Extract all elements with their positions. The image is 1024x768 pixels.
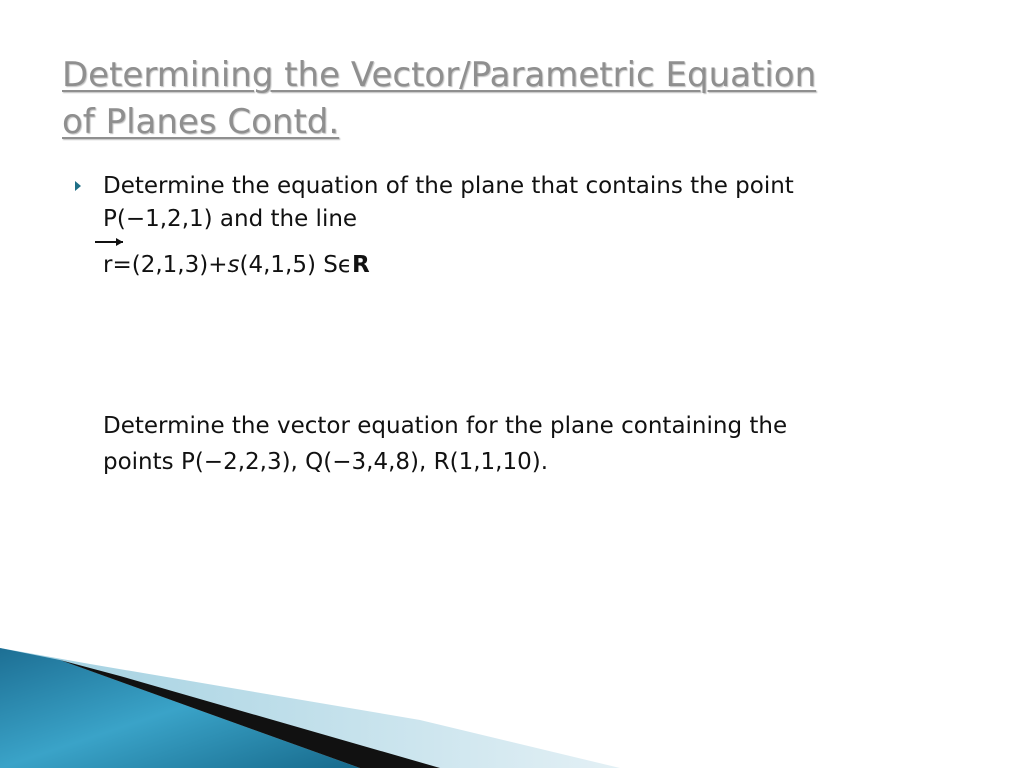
title-line-1: Determining the Vector/Parametric Equation (62, 55, 817, 95)
light-blue-band (0, 648, 620, 768)
bullet-arrow-icon (75, 181, 81, 191)
equation-part-2: (4,1,5) Sϵ (239, 252, 352, 278)
bullet-1-line-2: P(−1,2,1) and the line (103, 206, 358, 232)
equation-part-1: =(2,1,3)+ (112, 252, 228, 278)
vector-r-letter: r (103, 252, 113, 278)
blue-band (0, 648, 360, 768)
question-2-line-2: points P(−2,2,3), Q(−3,4,8), R(1,1,10). (103, 449, 549, 475)
bullet-1-line-1: Determine the equation of the plane that contains the point (103, 173, 794, 199)
line-equation (103, 250, 370, 280)
equation-real-set: R (352, 252, 370, 278)
equation-parameter-s: s (227, 252, 240, 278)
vector-arrow-icon (95, 241, 123, 243)
question-2-line-1: Determine the vector equation for the plane containing the (103, 413, 788, 439)
title-line-2: of Planes Contd. (62, 102, 340, 142)
black-stripe (60, 660, 440, 768)
vector-r (103, 250, 112, 280)
slide-title (62, 52, 962, 146)
